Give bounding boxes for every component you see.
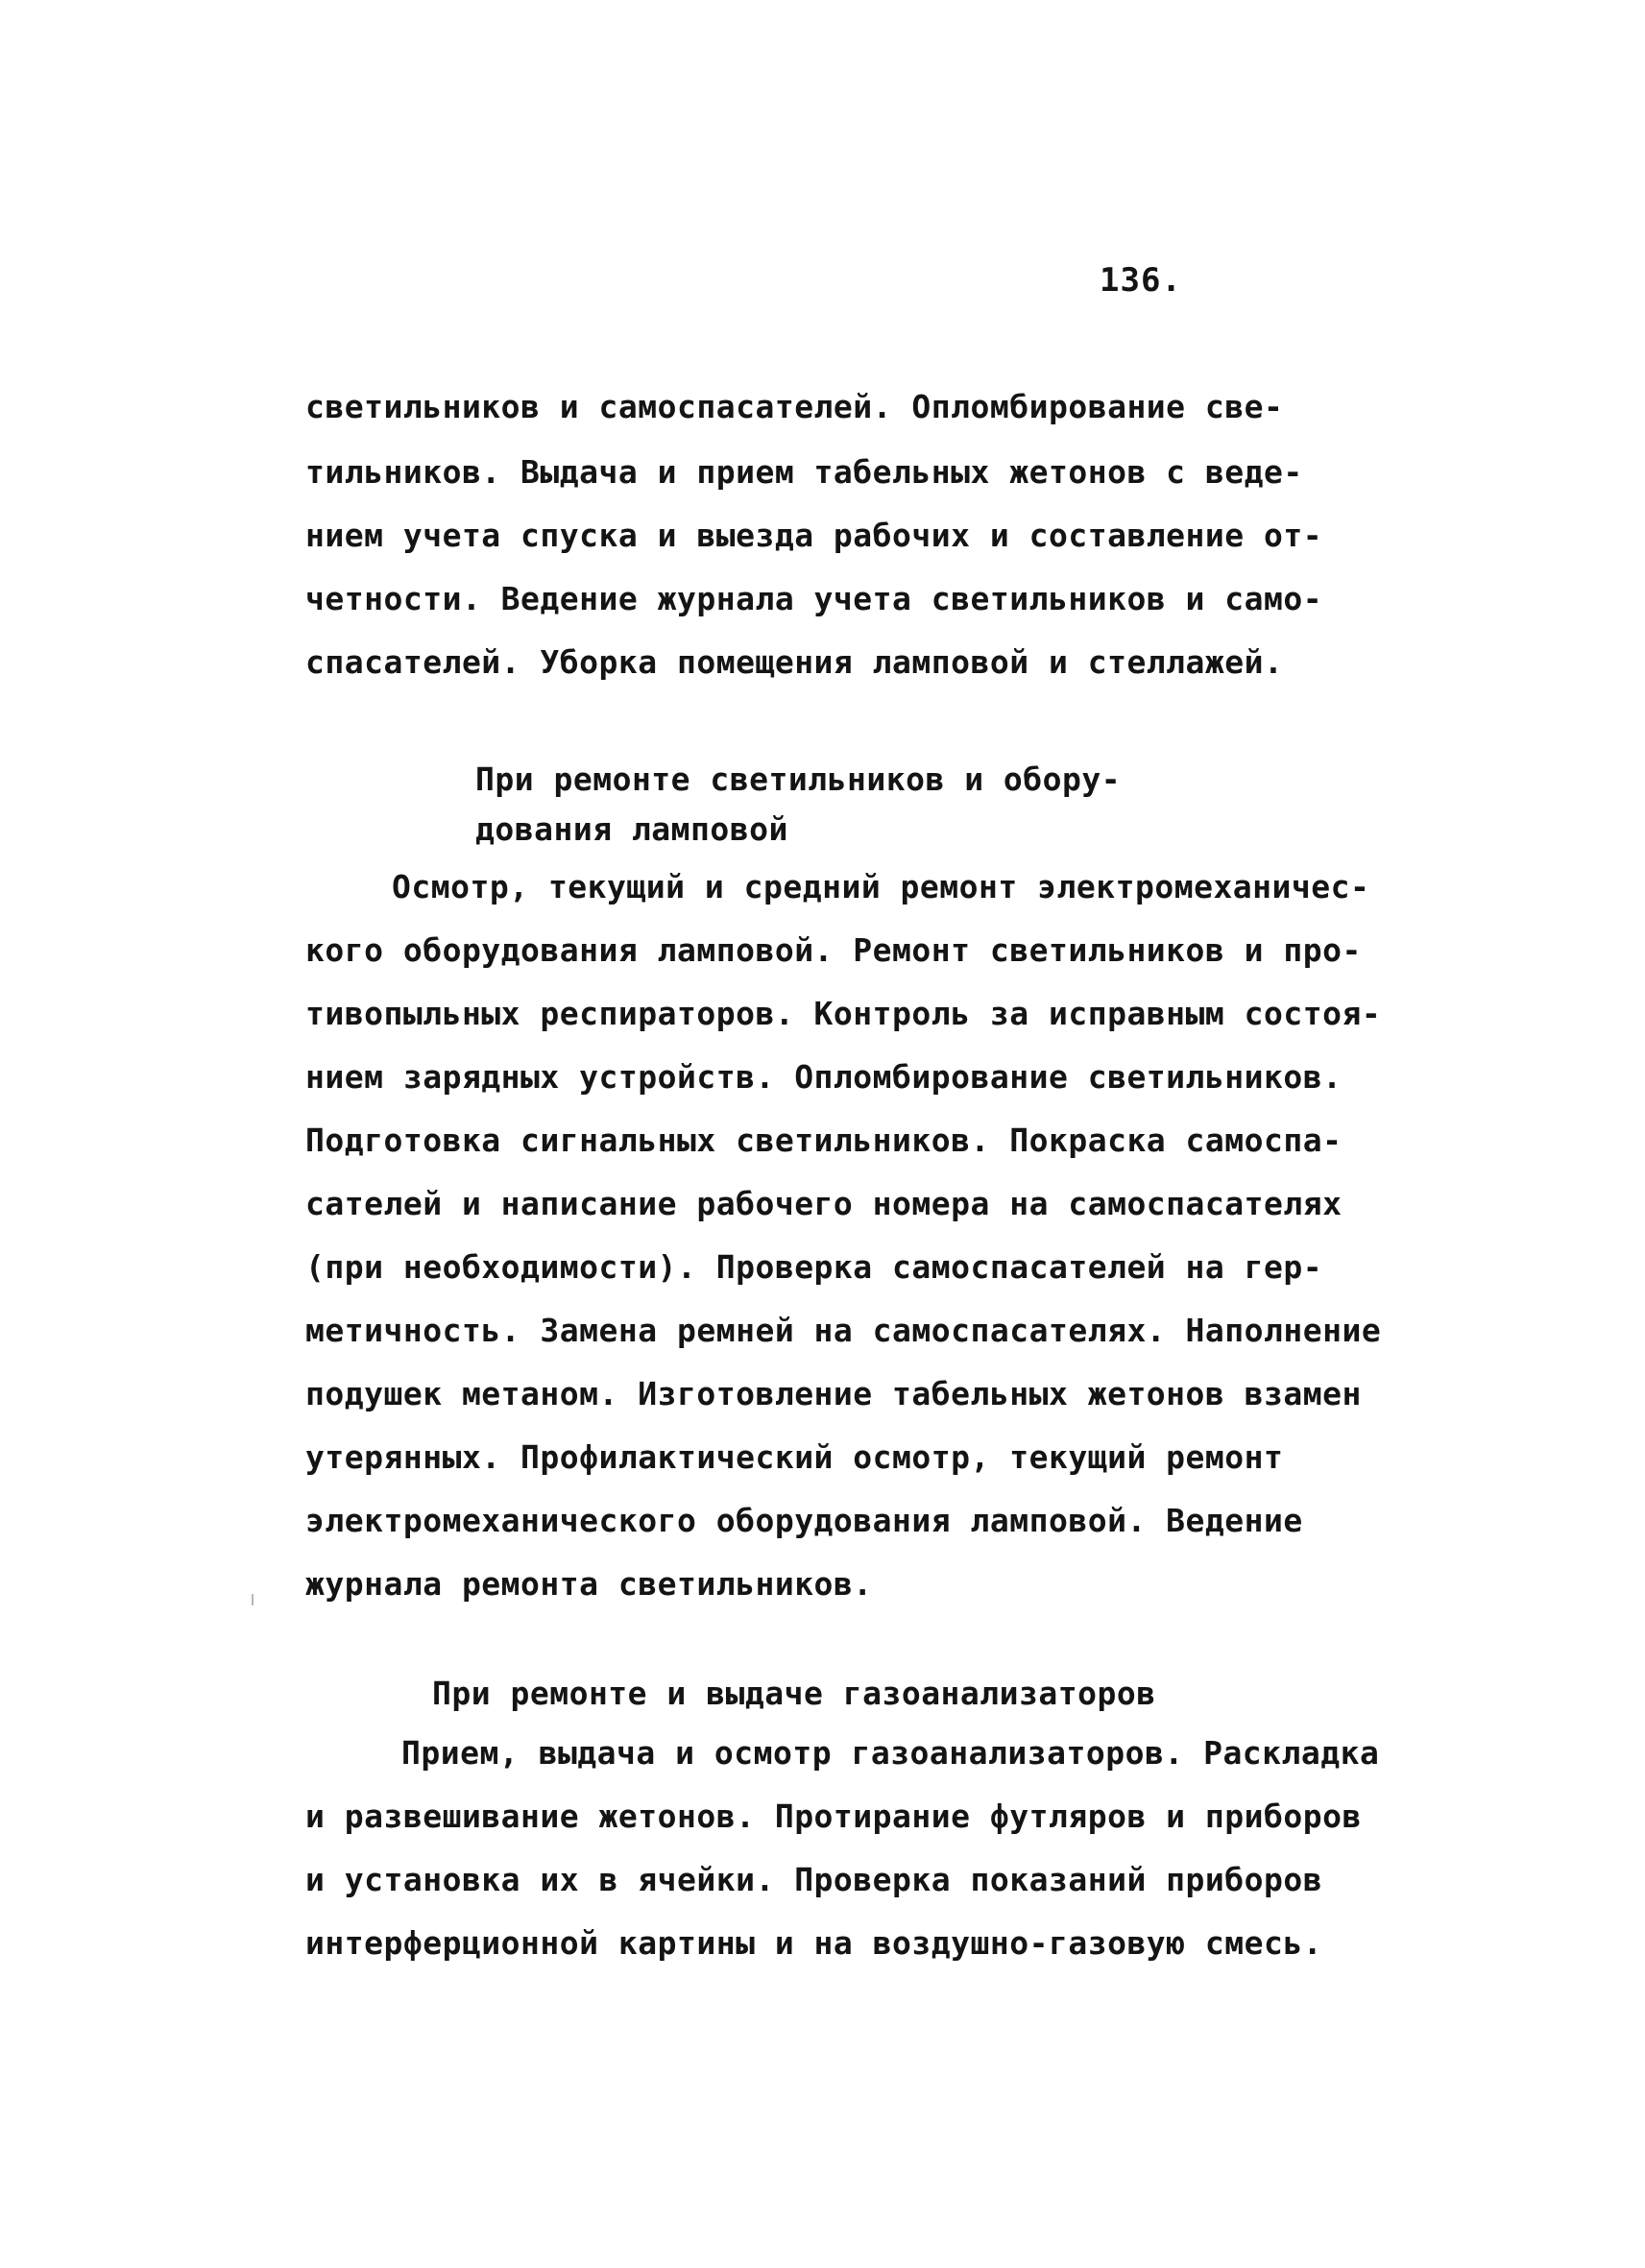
text-line: утерянных. Профилактический осмотр, текущий ремонт <box>305 1438 1284 1476</box>
page-number: 136. <box>1100 261 1182 300</box>
text-line: и установка их в ячейки. Проверка показаний приборов <box>305 1861 1323 1898</box>
text-line: сателей и написание рабочего номера на самоспасателях <box>305 1185 1343 1222</box>
text-line: Прием, выдача и осмотр газоанализаторов. Раскладка <box>401 1734 1380 1772</box>
text-line: Подготовка сигнальных светильников. Покраска самоспа- <box>305 1122 1343 1159</box>
text-line: подушек метаном. Изготовление табельных жетонов взамен <box>305 1375 1362 1412</box>
text-line: метичность. Замена ремней на самоспасателях. Наполнение <box>305 1312 1382 1349</box>
text-line: четности. Ведение журнала учета светильников и само- <box>305 580 1323 617</box>
text-line: Осмотр, текущий и средний ремонт электромеханичес- <box>392 868 1370 905</box>
text-line: интерферционной картины и на воздушно-газовую смесь. <box>305 1924 1323 1962</box>
text-line: журнала ремонта светильников. <box>305 1565 873 1603</box>
section-heading: При ремонте и выдаче газоанализаторов <box>432 1675 1156 1712</box>
section-heading: дования ламповой <box>475 810 788 848</box>
text-line: электромеханического оборудования ламповой. Ведение <box>305 1502 1303 1539</box>
text-line: спасателей. Уборка помещения ламповой и стеллажей. <box>305 643 1284 681</box>
text-line: нием зарядных устройств. Опломбирование светильников. <box>305 1058 1343 1096</box>
text-line: светильников и самоспасателей. Опломбирование све- <box>305 388 1284 425</box>
text-line: кого оборудования ламповой. Ремонт светильников и про- <box>305 931 1362 969</box>
scan-mark <box>252 1594 254 1605</box>
text-line: тильников. Выдача и прием табельных жетонов с веде- <box>305 453 1303 491</box>
text-line: нием учета спуска и выезда рабочих и составление от- <box>305 517 1323 554</box>
text-line: (при необходимости). Проверка самоспасателей на гер- <box>305 1248 1323 1286</box>
text-line: тивопыльных респираторов. Контроль за исправным состоя- <box>305 995 1382 1032</box>
section-heading: При ремонте светильников и обору- <box>475 760 1122 798</box>
text-line: и развешивание жетонов. Протирание футляров и приборов <box>305 1798 1362 1835</box>
